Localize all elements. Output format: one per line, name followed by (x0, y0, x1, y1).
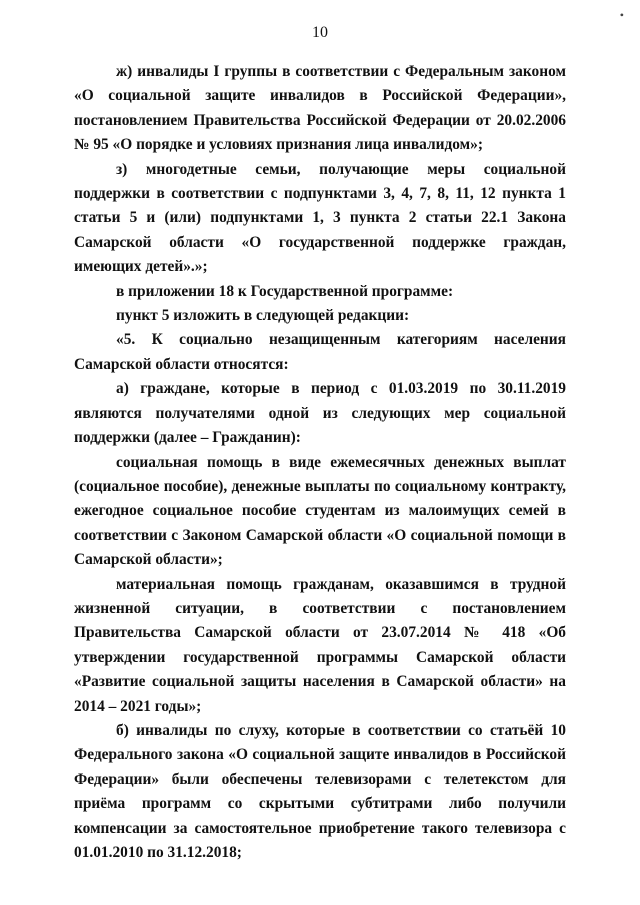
paragraph-item-zh: ж) инвалиды I группы в соответствии с Федеральным законом «О социальной защите инвалидов в Российской Федерации», постановлением Правительства Российской Федерации от 20.02.2006 № 95 «О порядке и условиях признания лица инвалидом»; (74, 63, 566, 154)
document-body (74, 60, 566, 865)
paragraph-item-a: а) граждане, которые в период с 01.03.2019 по 30.11.2019 являются получателями одной из следующих мер социальной поддержки (далее – Гражданин): (74, 380, 566, 447)
paragraph-point-5-intro: пункт 5 изложить в следующей редакции: (116, 307, 410, 325)
paragraph-item-z: з) многодетные семьи, получающие меры социальной поддержки в соответствии с подпунктами 3, 4, 7, 8, 11, 12 пункта 1 статьи 5 и (или) подпунктами 1, 3 пункта 2 статьи 22.1 Закона Самарской области «О государственной поддержке граждан, имеющих детей».»; (74, 160, 566, 276)
paragraph-social-assistance: социальная помощь в виде ежемесячных денежных выплат (социальное пособие), денежные выплаты по социальному контракту, ежегодное социальное пособие студентам из малоимущих семей в соответствии с Законом Самарской области «О социальной помощи в Самарской области»; (74, 453, 566, 569)
page-number: 10 (312, 24, 328, 41)
paragraph-appendix-18: в приложении 18 к Государственной программе: (116, 282, 454, 300)
paragraph-material-assistance: материальная помощь гражданам, оказавшимся в трудной жизненной ситуации, в соответствии с постановлением Правительства Самарской области от 23.07.2014 № 418 «Об утверждении государственной программы Самарской области «Развитие социальной защиты населения в Самарской области» на 2014 – 2021 годы»; (74, 575, 566, 715)
paragraph-item-b: б) инвалиды по слуху, которые в соответствии со статьёй 10 Федерального закона «О социальной защите инвалидов в Российской Федерации» были обеспечены телевизорами с телетекстом для приёма программ со скрытыми субтитрами либо получили компенсации за самостоятельное приобретение такого телевизора с 01.01.2010 по 31.12.2018; (74, 721, 566, 861)
corner-mark: • (619, 8, 624, 22)
paragraph-point-5: «5. К социально незащищенным категориям населения Самарской области относятся: (74, 331, 566, 373)
